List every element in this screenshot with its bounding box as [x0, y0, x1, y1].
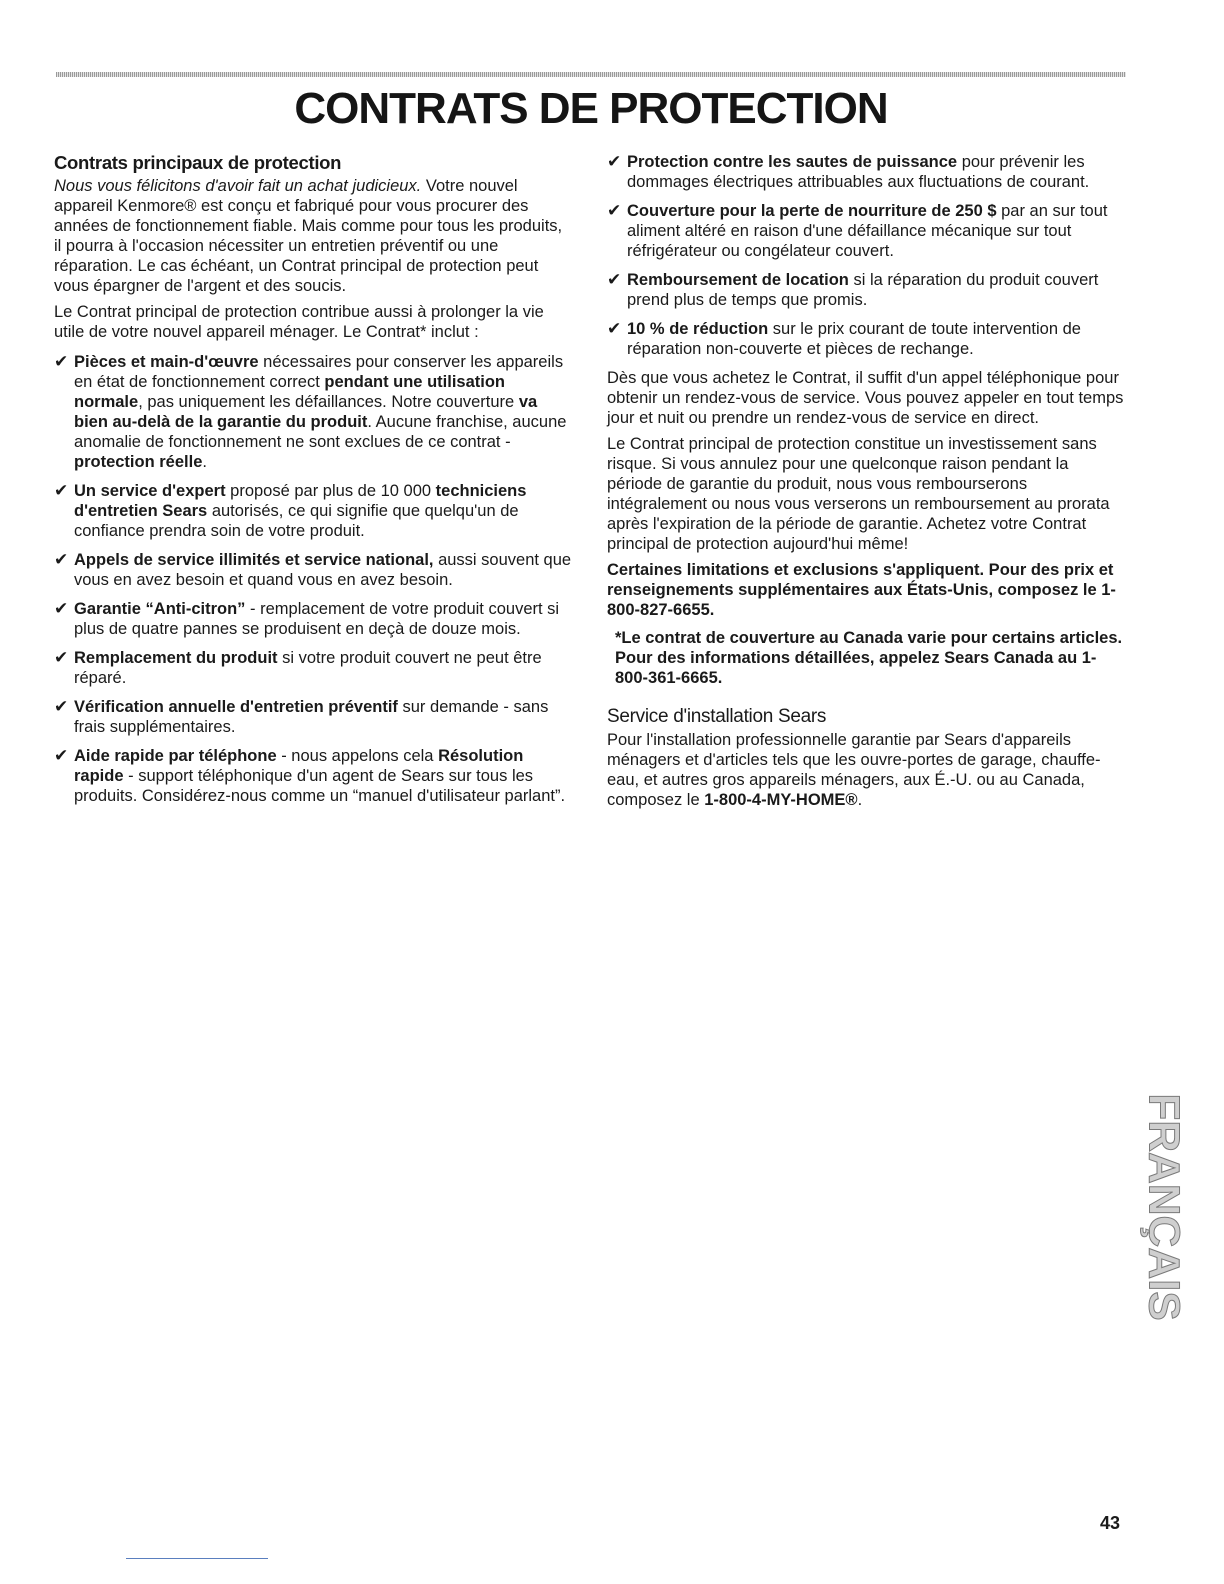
list-item: [54, 550, 574, 590]
list-item: [607, 152, 1127, 192]
page-title: CONTRATS DE PROTECTION: [294, 84, 888, 133]
check-icon: ✔: [54, 481, 69, 500]
install-text: Pour l'installation professionnelle garantie par Sears d'appareils ménagers et d'articles tels que les ouvre-portes de garage, chauffe-eau, et autres gros appareils ménagers, aux É.-U. ou au Canada, composez le: [607, 731, 1101, 809]
item-text: sur demande - sans frais supplémentaires.: [74, 698, 549, 736]
item-text: , pas uniquement les défaillances. Notre couverture: [138, 393, 519, 411]
item-text: . Aucune franchise, aucune anomalie de fonctionnement ne sont exclues de ce contrat -: [74, 413, 567, 451]
item-text: pour prévenir les dommages électriques attribuables aux fluctuations de courant.: [627, 153, 1090, 191]
item-bold: Un service d'expert: [74, 482, 226, 500]
item-bold: pendant une utilisation normale: [74, 373, 505, 411]
install-heading: Service d'installation Sears: [607, 706, 827, 727]
list-item: [54, 697, 574, 737]
item-bold: Garantie “Anti-citron”: [74, 600, 246, 618]
canada-notice: *Le contrat de couverture au Canada varie pour certains articles. Pour des informations détaillées, appelez Sears Canada au 1-800-361-6665.: [615, 629, 1123, 687]
item-bold: Remplacement du produit: [74, 649, 278, 667]
contract-paragraph: Le Contrat principal de protection contribue aussi à prolonger la vie utile de votre nouvel appareil ménager. Le Contrat* inclut :: [54, 303, 544, 341]
item-bold: Vérification annuelle d'entretien préventif: [74, 698, 398, 716]
left-benefit-list: [54, 352, 574, 806]
item-text: aussi souvent que vous en avez besoin et quand vous en avez besoin.: [74, 551, 572, 589]
list-item: [54, 746, 574, 806]
list-item: [54, 648, 574, 688]
right-column: [607, 152, 1127, 816]
item-bold: Appels de service illimités et service national,: [74, 551, 434, 569]
top-rule: [56, 72, 1126, 77]
item-bold: techniciens d'entretien Sears: [74, 482, 527, 520]
risk-free-paragraph: Le Contrat principal de protection constitue un investissement sans risque. Si vous annulez pour une quelconque raison pendant la période de garantie du produit, nous vous rembourserons intégralement ou nous vous verserons un remboursement au prorata après l'expiration de la période de garantie. Achetez votre Contrat principal de protection aujourd'hui même!: [607, 435, 1110, 553]
page-number: 43: [1100, 1513, 1121, 1533]
item-bold: Couverture pour la perte de nourriture de 250 $: [627, 202, 997, 220]
list-item: [54, 599, 574, 639]
item-text: autorisés, ce qui signifie que quelqu'un de confiance prendra soin de votre produit.: [74, 502, 519, 540]
intro-paragraph: [54, 176, 574, 296]
list-item: [607, 201, 1127, 261]
item-bold: Remboursement de location: [627, 271, 849, 289]
item-bold: protection réelle: [74, 453, 203, 471]
item-bold: va bien au-delà de la garantie du produit: [74, 393, 538, 431]
item-text: si votre produit couvert ne peut être réparé.: [74, 649, 542, 687]
check-icon: ✔: [607, 201, 622, 220]
item-text: par an sur tout aliment altéré en raison d'une défaillance mécanique sur tout réfrigérateur ou congélateur couvert.: [627, 202, 1108, 260]
item-bold: Pièces et main-d'œuvre: [74, 353, 259, 371]
install-phone: 1-800-4-MY-HOME®: [704, 791, 858, 809]
language-side-tab: [1134, 1062, 1194, 1352]
check-icon: ✔: [54, 352, 69, 371]
install-paragraph: [607, 730, 1127, 810]
item-text: proposé par plus de 10 000: [225, 482, 436, 500]
check-icon: ✔: [54, 746, 69, 765]
check-icon: ✔: [54, 648, 69, 667]
item-text: sur le prix courant de toute intervention de réparation non-couverte et pièces de rechange.: [627, 320, 1081, 358]
left-heading: Contrats principaux de protection: [54, 152, 342, 173]
item-text: si la réparation du produit couvert prend plus de temps que promis.: [627, 271, 1099, 309]
item-bold: 10 % de réduction: [627, 320, 769, 338]
check-icon: ✔: [54, 550, 69, 569]
check-icon: ✔: [607, 270, 622, 289]
check-icon: ✔: [54, 599, 69, 618]
left-column: [54, 152, 574, 815]
item-text: nécessaires pour conserver les appareils en état de fonctionnement correct: [74, 353, 564, 391]
side-tab-label: FRANÇAIS: [1139, 1093, 1189, 1321]
list-item: [607, 319, 1127, 359]
check-icon: ✔: [607, 152, 622, 171]
item-text: - nous appelons cela: [276, 747, 439, 765]
right-benefit-list: [607, 152, 1127, 359]
item-text: - remplacement de votre produit couvert si plus de quatre pannes se produisent en deçà de douze mois.: [74, 600, 560, 638]
list-item: [607, 270, 1127, 310]
intro-rest: Votre nouvel appareil Kenmore® est conçu et fabriqué pour vous procurer des années de fonctionnement fiable. Mais comme pour tous les produits, il pourra à l'occasion nécessiter un entretien préventif ou une réparation. Le cas échéant, un Contrat principal de protection peut vous épargner de l'argent et des soucis.: [54, 177, 563, 295]
item-text: - support téléphonique d'un agent de Sears sur tous les produits. Considérez-nous comme un “manuel d'utilisateur parlant”.: [74, 767, 566, 805]
intro-italic: Nous vous félicitons d'avoir fait un achat judicieux.: [54, 177, 422, 195]
limitations-notice: Certaines limitations et exclusions s'appliquent. Pour des prix et renseignements supplémentaires aux États-Unis, composez le 1-800-827-6655.: [607, 561, 1116, 619]
call-paragraph: Dès que vous achetez le Contrat, il suffit d'un appel téléphonique pour obtenir un rendez-vous de service. Vous pouvez appeler en tout temps jour et nuit ou prendre un rendez-vous de service en direct.: [607, 369, 1124, 427]
check-icon: ✔: [54, 697, 69, 716]
item-bold: Protection contre les sautes de puissance: [627, 153, 958, 171]
item-bold: Résolution rapide: [74, 747, 524, 785]
install-end: .: [857, 791, 863, 809]
item-text: .: [202, 453, 207, 471]
list-item: [54, 352, 574, 472]
list-item: [54, 481, 574, 541]
item-bold: Aide rapide par téléphone: [74, 747, 277, 765]
check-icon: ✔: [607, 319, 622, 338]
footnote-rule: [126, 1558, 268, 1559]
